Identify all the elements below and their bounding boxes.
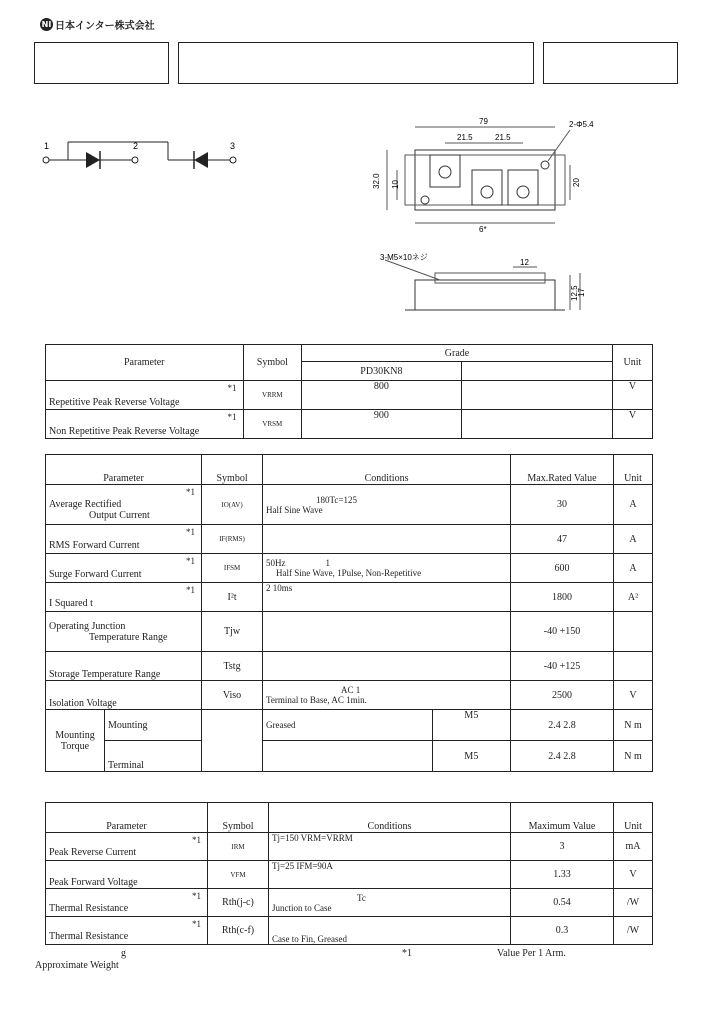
- dim-screw: 3-M5×10ネジ: [380, 253, 428, 262]
- header-box-right: [543, 42, 678, 84]
- dim-side-17: 17: [577, 288, 586, 297]
- t3-header-max: Maximum Value: [511, 803, 614, 833]
- header-box-center: [178, 42, 534, 84]
- t1-row2-param: Non Repetitive Peak Reverse Voltage: [49, 425, 200, 437]
- table-row: *1 Surge Forward Current IFSM 50Hz 1 Half Sine Wave, 1Pulse, Non-Repetitive 600 A: [46, 554, 653, 583]
- weight-label: Approximate Weight: [35, 960, 119, 971]
- t3-header-unit: Unit: [614, 803, 653, 833]
- table-row: *1 Average Rectified Output Current IO(AV) 180 Tc=125 Half Sine Wave 30 A: [46, 485, 653, 525]
- t3-header-symbol: Symbol: [208, 803, 269, 833]
- table-row: *1 Peak Reverse Current IRM Tj=150 VRM=VRRM 3 mA: [46, 833, 653, 861]
- table-row: Operating Junction Temperature Range Tjw -40 +150: [46, 612, 653, 652]
- t1-row2-symbol: VRSM: [243, 410, 302, 439]
- pin-3-label: 3: [230, 141, 236, 151]
- table-max-ratings: [45, 454, 653, 772]
- diode-2-icon: [194, 152, 208, 168]
- t1-header-symbol: Symbol: [243, 345, 302, 381]
- dim-height-total: 32.0: [372, 173, 381, 189]
- table-row: *1 Thermal Resistance Rth(c-f) Case to Fin, Greased 0.3 /W: [46, 917, 653, 945]
- diode-1-icon: [86, 152, 100, 168]
- table-max-voltage: [45, 344, 653, 439]
- table-row: Storage Temperature Range Tstg -40 +125: [46, 652, 653, 681]
- t2-header-max: Max.Rated Value: [511, 455, 614, 485]
- t1-header-unit: Unit: [612, 345, 652, 381]
- t1-header-grade: Grade: [302, 345, 613, 362]
- dim-top-width: 79: [479, 117, 488, 126]
- pin-1-label: 1: [44, 141, 50, 151]
- t1-header-parameter: Parameter: [46, 345, 244, 381]
- dim-pitch-1: 21.5: [457, 133, 473, 142]
- circuit-diagram: [38, 135, 248, 175]
- dim-bottom-width: 6*: [479, 225, 487, 234]
- dim-height-b: 20: [572, 178, 581, 187]
- t1-row1-symbol: VRRM: [243, 381, 302, 410]
- table-row: Isolation Voltage Viso AC 1 Terminal to Base, AC 1min. 2500 V: [46, 681, 653, 710]
- table-row: *1 Repetitive Peak Reverse Voltage VRRM 800 V: [46, 381, 653, 410]
- footnote-mark: *1: [402, 948, 412, 959]
- t1-header-part: PD30KN8: [302, 362, 461, 381]
- dim-pitch-2: 21.5: [495, 133, 511, 142]
- table-row: *1 RMS Forward Current IF(RMS) 47 A: [46, 525, 653, 554]
- t1-row2-unit: V: [612, 410, 652, 439]
- dim-side-12: 12: [520, 258, 529, 267]
- logo-text: 日本インター株式会社: [55, 21, 155, 32]
- table-row: *1 I Squared t I²t 2 10ms 1800 A²: [46, 583, 653, 612]
- t1-row1-unit: V: [612, 381, 652, 410]
- footnote-text: Value Per 1 Arm.: [497, 948, 566, 959]
- table-characteristics: [45, 802, 653, 945]
- dim-side-125: 12.5: [570, 285, 579, 301]
- weight-unit: g: [121, 948, 126, 959]
- dim-height-a: 10: [391, 180, 400, 189]
- table-row: *1 Non Repetitive Peak Reverse Voltage VRSM 900 V: [46, 410, 653, 439]
- t3-header-conditions: Conditions: [269, 803, 511, 833]
- t3-header-parameter: Parameter: [46, 803, 208, 833]
- header-box-left: [34, 42, 169, 84]
- t2-header-unit: Unit: [614, 455, 653, 485]
- t2-header-symbol: Symbol: [202, 455, 263, 485]
- torque-label: Mounting Torque: [46, 710, 105, 772]
- outline-drawing: [365, 115, 595, 325]
- t2-header-conditions: Conditions: [263, 455, 511, 485]
- dim-hole: 2-Φ5.4: [569, 120, 594, 129]
- t1-row1-param: Repetitive Peak Reverse Voltage: [49, 396, 180, 408]
- table-row: Peak Forward Voltage VFM Tj=25 IFM=90A 1.33 V: [46, 861, 653, 889]
- table-row: Mounting Torque Mounting Greased M5 2.4 2.8 N m: [46, 710, 653, 741]
- table-row: *1 Thermal Resistance Rth(j-c) Tc Junction to Case 0.54 /W: [46, 889, 653, 917]
- t1-row2-value: 900: [302, 410, 461, 439]
- logo-mark: NI: [41, 20, 52, 29]
- table-row: Terminal M5 2.4 2.8 N m: [46, 741, 653, 772]
- company-logo: [40, 17, 155, 32]
- t1-row1-value: 800: [302, 381, 461, 410]
- t2-header-parameter: Parameter: [46, 455, 202, 485]
- pin-2-label: 2: [133, 141, 139, 151]
